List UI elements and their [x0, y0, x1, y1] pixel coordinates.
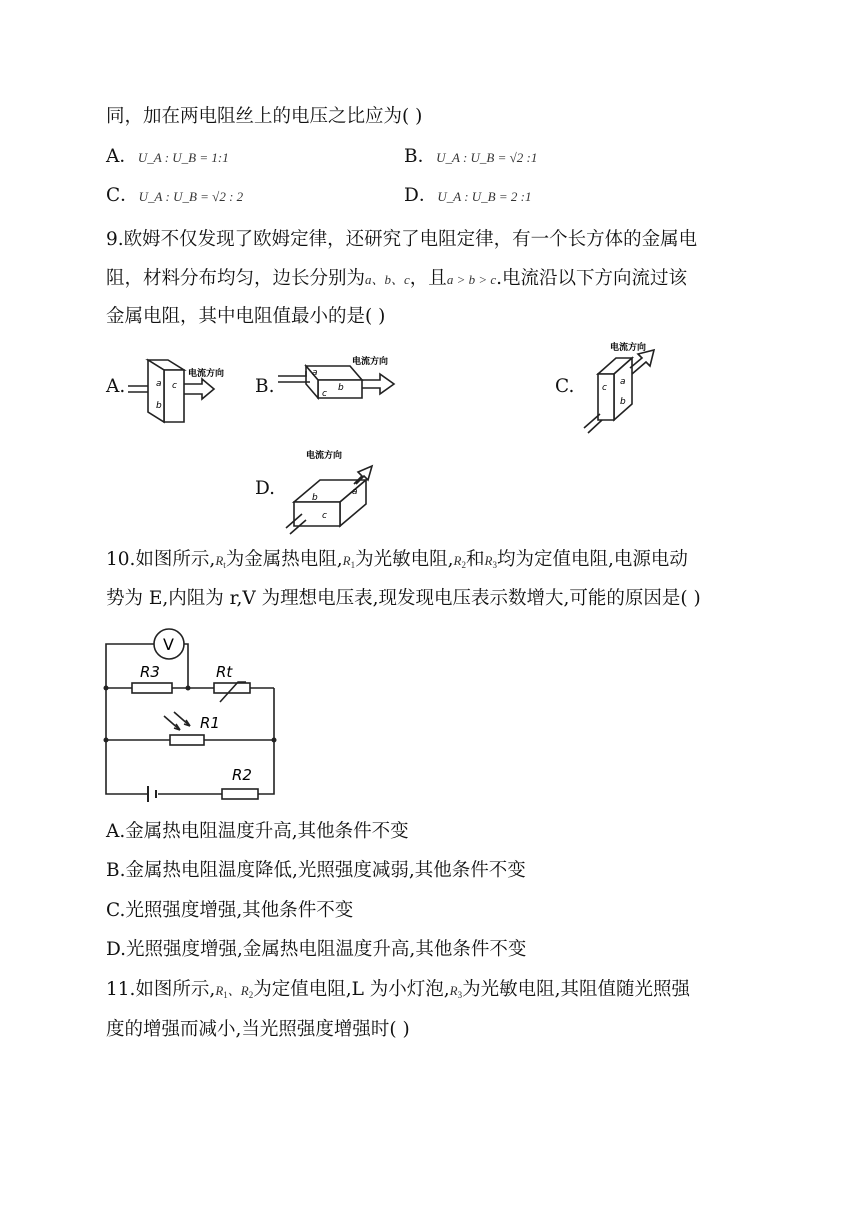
q9-stem-line3: 金属电阻，其中电阻值最小的是( )	[106, 306, 386, 327]
q9-fig-label-c: C.	[555, 376, 575, 397]
r2-resistor	[222, 789, 258, 799]
q10-stem-line1: 10.如图所示$,R_t$为金属热电阻$,R_1$为光敏电阻$,R_2$和$R_3$均为定值电阻,电源电动	[106, 549, 688, 570]
q9-fig-label-d: D.	[255, 478, 276, 499]
q9-a-edge-c: c	[172, 381, 177, 391]
q9-c-edge-b: b	[620, 397, 626, 407]
q9-a-edge-a: a	[156, 379, 162, 389]
q9-figure-d	[282, 444, 382, 536]
q9-d-edge-b: b	[312, 493, 318, 503]
q8-option-b-expr: U_A : U_B = √2 :1	[436, 150, 538, 165]
q9-fig-label-a: A.	[106, 376, 126, 397]
q8-option-a-expr: U_A : U_B = 1:1	[137, 150, 229, 165]
q9-c-edge-a: a	[620, 377, 626, 387]
q10-circuit-diagram	[100, 624, 290, 806]
q8-option-d-label: D．	[404, 185, 438, 206]
q8-option-b-label: B．	[404, 146, 437, 167]
voltmeter-label: V	[163, 635, 174, 654]
q8-option-c-label: C．	[106, 185, 139, 206]
q10-option-c: C.光照强度增强,其他条件不变	[106, 900, 354, 921]
q9-a-current-label: 电流方向	[188, 369, 225, 379]
rt-label: Rt	[216, 663, 233, 681]
q11-stem-line2: 度的增强而减小,当光照强度增强时( )	[106, 1019, 410, 1040]
q9-stem-line2: 阻，材料分布均匀，边长分别为a、b、c，且a > b > c.电流沿以下方向流过该	[106, 268, 688, 289]
q8-option-a	[106, 145, 229, 170]
q9-d-edge-c: c	[322, 511, 327, 521]
q9-b-edge-c: c	[322, 389, 327, 399]
q9-figure-a	[122, 350, 232, 430]
q10-option-d: D.光照强度增强,金属热电阻温度升高,其他条件不变	[106, 939, 527, 960]
r3-label: R3	[140, 663, 160, 681]
q9-fig-label-b: B.	[255, 376, 275, 397]
q8-option-c	[106, 184, 243, 209]
q9-figure-b	[272, 350, 412, 416]
q9-b-current-label: 电流方向	[352, 357, 389, 367]
q8-stem-tail: 同，加在两电阻丝上的电压之比应为( )	[106, 106, 423, 127]
r1-resistor	[170, 735, 204, 745]
q10-stem-line2: 势为 E,内阻为 r,V 为理想电压表,现发现电压表示数增大,可能的原因是( )	[106, 588, 701, 609]
q9-a-edge-b: b	[156, 401, 162, 411]
q9-c-current-label: 电流方向	[610, 343, 647, 353]
r3-resistor	[132, 683, 172, 693]
q9-c-edge-c: c	[602, 383, 607, 393]
q10-option-a: A.金属热电阻温度升高,其他条件不变	[106, 821, 409, 842]
q8-option-d	[404, 184, 531, 209]
q11-stem-line1: 11.如图所示$,R_1$、$R_2$为定值电阻,L 为小灯泡$,R_3$为光敏电阻,其阻值随光照强	[106, 979, 691, 1000]
q9-inequality: a > b > c	[446, 272, 497, 287]
q9-b-edge-a: a	[312, 368, 318, 378]
q10-option-b: B.金属热电阻温度降低,光照强度减弱,其他条件不变	[106, 860, 526, 881]
q8-option-b	[404, 145, 537, 170]
q8-option-d-expr: U_A : U_B = 2 :1	[437, 189, 532, 204]
q9-b-edge-b: b	[338, 383, 344, 393]
q9-d-current-label: 电流方向	[306, 451, 343, 461]
q9-d-edge-a: a	[352, 487, 358, 497]
q9-abc: a、b、c	[365, 272, 410, 287]
q8-option-c-expr: U_A : U_B = √2 : 2	[138, 189, 244, 204]
q8-option-a-label: A．	[106, 146, 138, 167]
r1-label: R1	[200, 714, 220, 732]
q9-figure-c	[580, 338, 680, 436]
r2-label: R2	[232, 766, 252, 784]
q9-stem-line1: 9.欧姆不仅发现了欧姆定律，还研究了电阻定律，有一个长方体的金属电	[106, 229, 698, 250]
